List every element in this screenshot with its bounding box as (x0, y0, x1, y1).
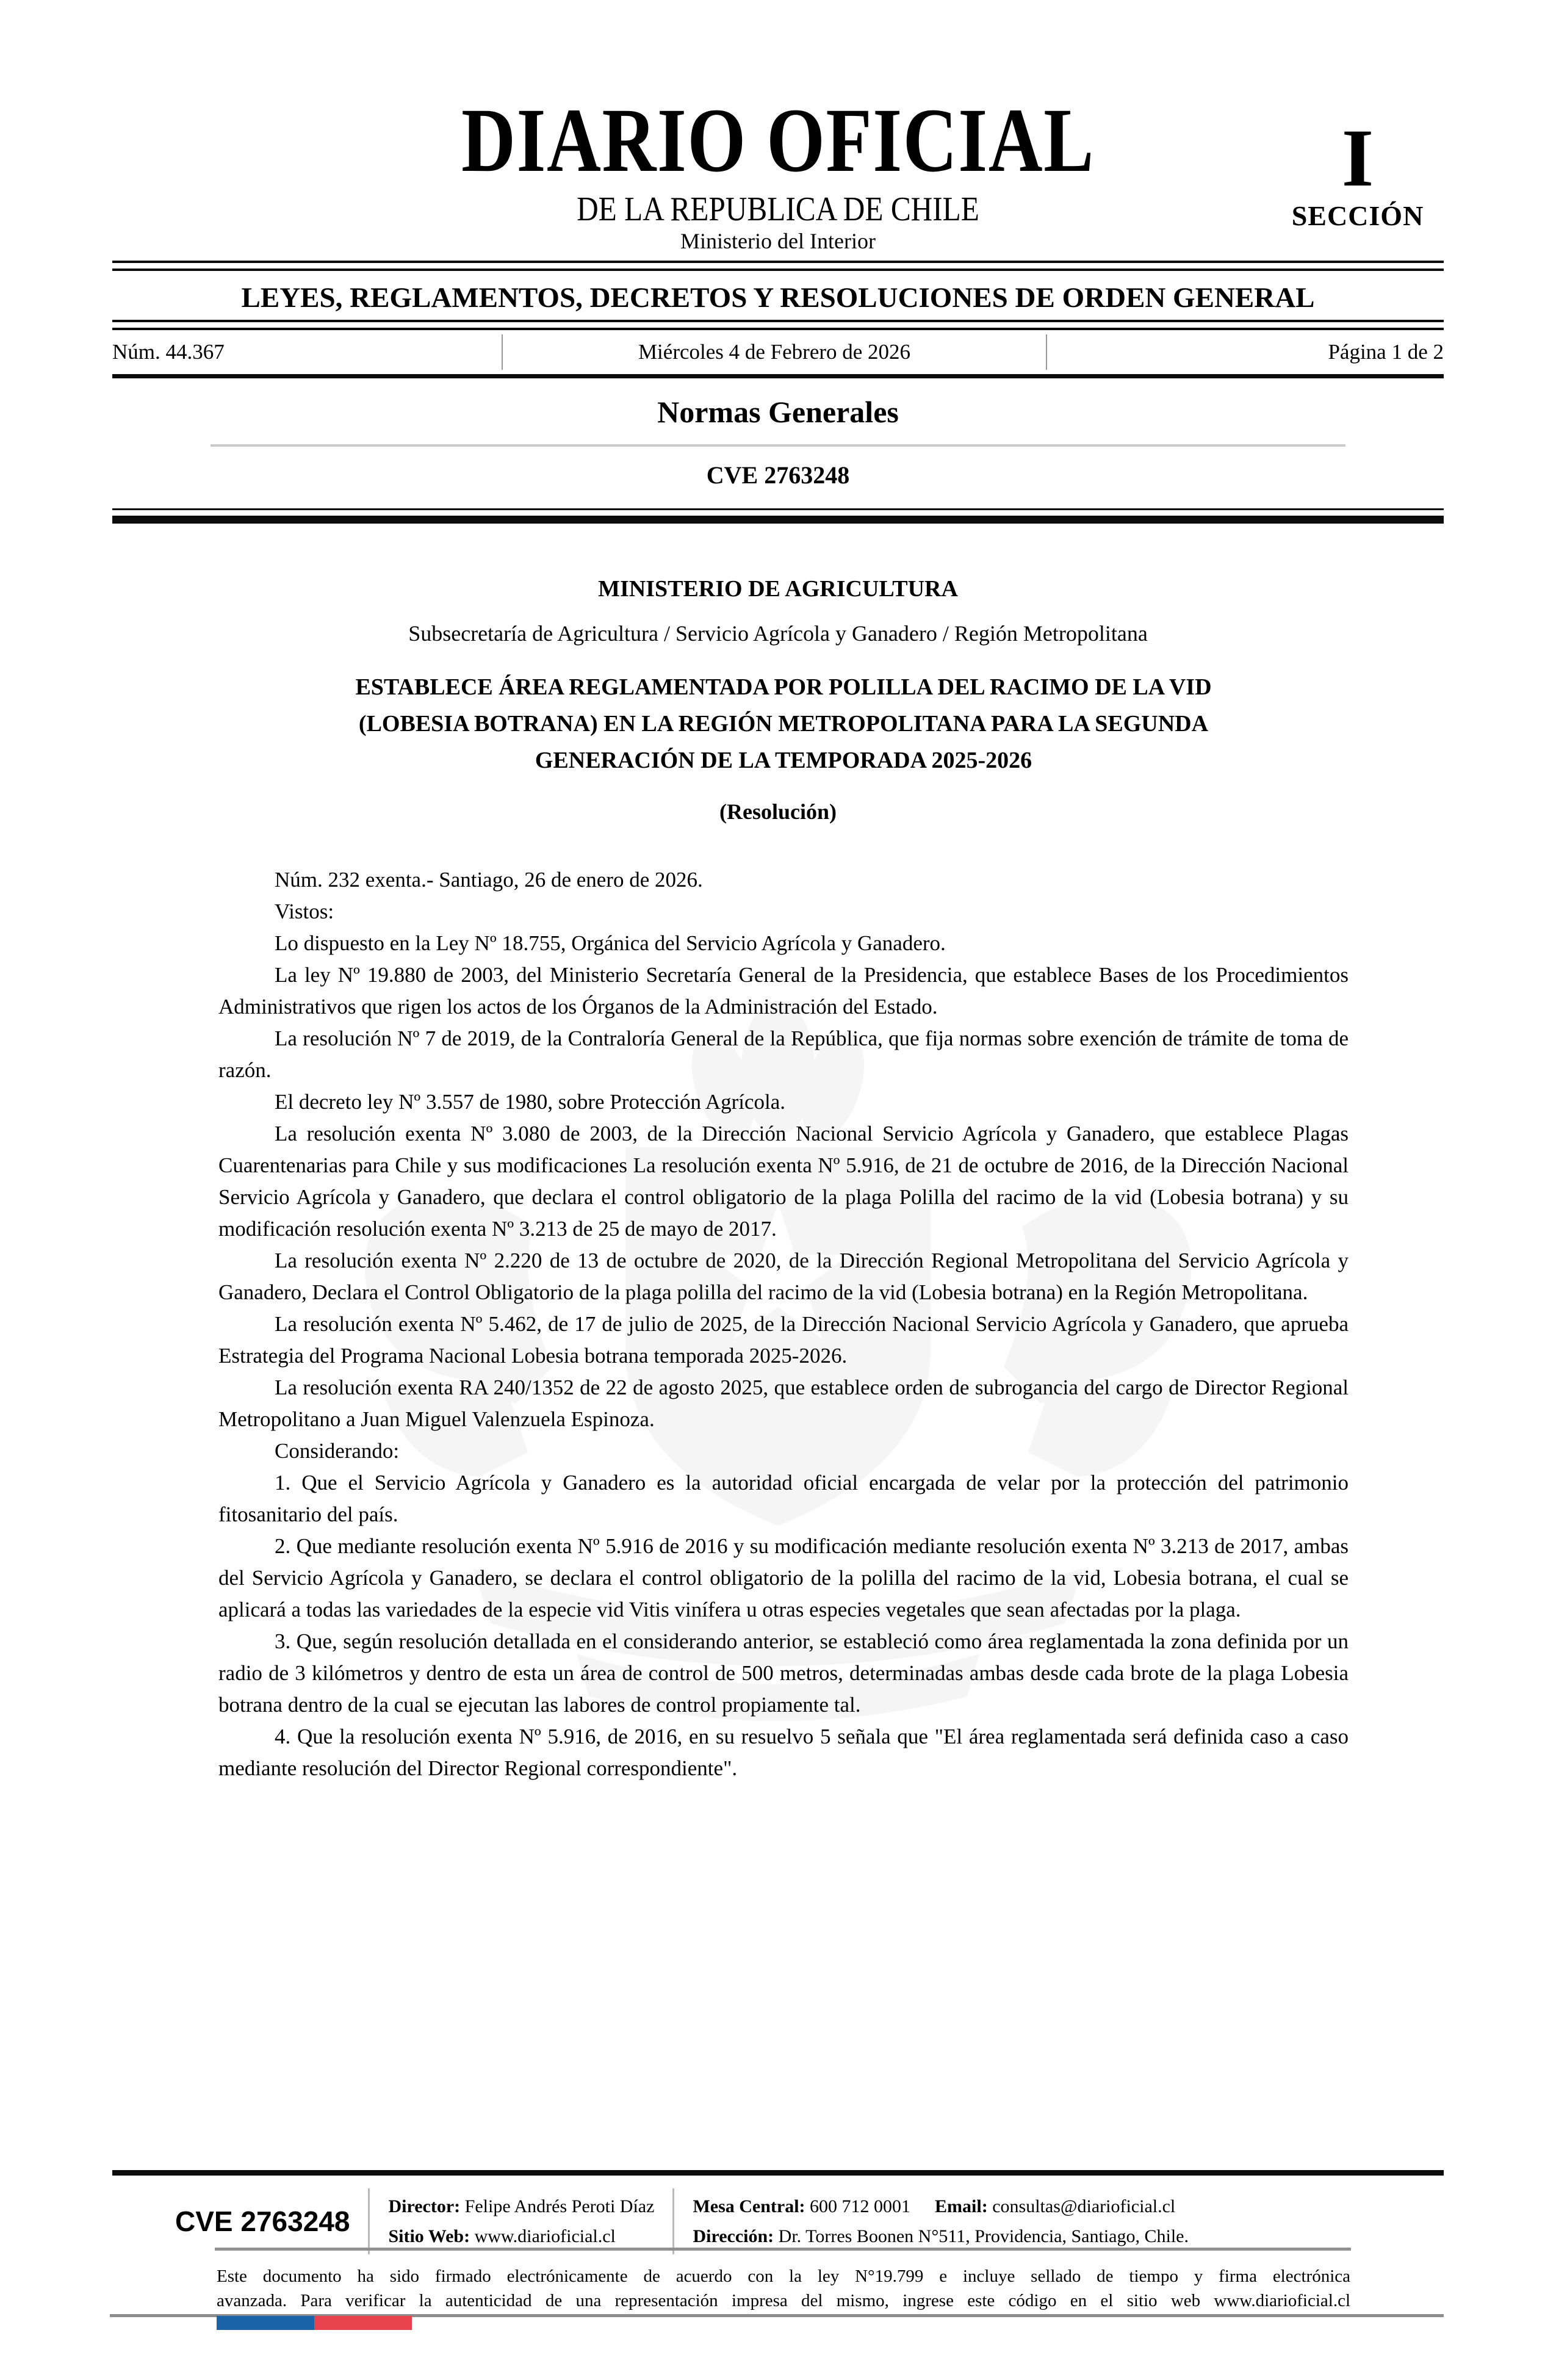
masthead-ministry: Ministerio del Interior (680, 229, 876, 253)
section-box (1278, 113, 1437, 231)
section-numeral: I (1341, 113, 1374, 204)
disclaimer-line: avanzada. Para verificar la autenticidad de una representación impresa del mismo, ingrese este código en el sitio web www.diarioficial.cl (217, 2291, 1350, 2310)
article-title-line: (LOBESIA BOTRANA) EN LA REGIÓN METROPOLITANA PARA LA SEGUNDA (358, 711, 1209, 737)
rule-under-infobar (112, 374, 1444, 378)
footer-top-rule (112, 2170, 1444, 2176)
vistos-paragraph: La resolución Nº 7 de 2019, de la Contraloría General de la República, que fija normas sobre exención de trámite de toma de razón. (218, 1026, 1349, 1082)
considerando-paragraph: 2. Que mediante resolución exenta Nº 5.916 de 2016 y su modificación mediante resolución exenta Nº 3.213 de 2017, ambas del Servicio Agrícola y Ganadero, se declara el control obligatorio de la polilla del racimo de la vid, Lobesia botrana, el cual se aplicará a todas las variedades de la especie vid Vitis vinífera u otras especies vegetales que sean afectadas por la plaga. (218, 1534, 1349, 1621)
footer-director-line (388, 2191, 654, 2221)
article-title (218, 669, 1349, 779)
section-label: SECCIÓN (1291, 200, 1424, 231)
article-title-line: ESTABLECE ÁREA REGLAMENTADA POR POLILLA DEL RACIMO DE LA VID (355, 674, 1212, 700)
sitioweb-label: Sitio Web: (388, 2226, 470, 2246)
footer-info-row (175, 2188, 1189, 2254)
footer-divider-left (368, 2188, 370, 2254)
issue-date: Miércoles 4 de Febrero de 2026 (638, 340, 911, 364)
vistos-paragraph: La resolución exenta RA 240/1352 de 22 de agosto 2025, que establece orden de subrogancia del cargo de Director Regional Metropolitano a Juan Miguel Valenzuela Espinoza. (218, 1376, 1349, 1431)
footer-sitioweb-line (388, 2221, 654, 2251)
footer-address-line (693, 2221, 1189, 2251)
email-value[interactable]: consultas@diarioficial.cl (992, 2196, 1176, 2216)
mesa-central-value: 600 712 0001 (810, 2196, 911, 2216)
case-line: Núm. 232 exenta.- Santiago, 26 de enero de 2026. (275, 868, 703, 892)
gray-divider (211, 444, 1345, 447)
masthead-subtitle: DE LA REPUBLICA DE CHILE (577, 190, 979, 228)
mesa-central-label: Mesa Central: (693, 2196, 805, 2216)
article-body (218, 864, 1349, 1784)
disclaimer-line: Este documento ha sido firmado electrónicamente de acuerdo con la ley N°19.799 e incluye sellado de tiempo y firma electrónica (217, 2266, 1350, 2286)
footer-contact-column (693, 2191, 1189, 2251)
considerando-paragraph: 1. Que el Servicio Agrícola y Ganadero es la autoridad oficial encargada de velar por la protección del patrimonio fitosanitario del país. (218, 1471, 1349, 1526)
issue-number: Núm. 44.367 (112, 340, 225, 364)
considerando-label: Considerando: (275, 1439, 400, 1463)
email-label: Email: (935, 2196, 988, 2216)
article-title-line: GENERACIÓN DE LA TEMPORADA 2025-2026 (535, 748, 1032, 773)
double-rule-top (112, 261, 1444, 271)
footer-middle-gray-rule (215, 2248, 1351, 2251)
director-value: Felipe Andrés Peroti Díaz (464, 2196, 655, 2216)
article-subheading: Subsecretaría de Agricultura / Servicio Agrícola y Ganadero / Región Metropolitana (408, 621, 1148, 646)
footer-contact-line (693, 2191, 1189, 2221)
cve-heading: CVE 2763248 (706, 461, 850, 489)
considerando-paragraph: 4. Que la resolución exenta Nº 5.916, de 2016, en su resuelvo 5 señala que "El área reglamentada será definida caso a caso mediante resolución del Director Regional correspondiente". (218, 1725, 1349, 1780)
footer-director-column (388, 2191, 654, 2251)
footer-divider-right (672, 2188, 674, 2254)
resolution-label: (Resolución) (719, 799, 837, 824)
flag-red-block (314, 2316, 412, 2330)
ministry-heading: MINISTERIO DE AGRICULTURA (598, 576, 958, 602)
masthead-title: DIARIO OFICIAL (461, 90, 1095, 191)
vistos-paragraph: La resolución exenta Nº 2.220 de 13 de octubre de 2020, de la Dirección Regional Metropolitana del Servicio Agrícola y Ganadero, Declara el Control Obligatorio de la plaga polilla del racimo de la vid (Lobesia botrana) en la Región Metropolitana. (218, 1249, 1349, 1304)
direccion-label: Dirección: (693, 2226, 774, 2246)
flag-blue-block (217, 2316, 314, 2330)
vistos-paragraph: Lo dispuesto en la Ley Nº 18.755, Orgánica del Servicio Agrícola y Ganadero. (275, 931, 946, 955)
footer-disclaimer (217, 2264, 1350, 2313)
chile-flag-mark (217, 2316, 412, 2330)
thick-rule (112, 516, 1444, 524)
considerando-paragraph: 3. Que, según resolución detallada en el considerando anterior, se estableció como área reglamentada la zona definida por un radio de 3 kilómetros y dentro de esta un área de control de 500 metros, determinadas ambas desde cada brote de la plaga Lobesia botrana dentro de la cual se ejecutan las labores de control propiamente tal. (218, 1629, 1349, 1717)
director-label: Director: (388, 2196, 461, 2216)
vistos-paragraph: La resolución exenta Nº 5.462, de 17 de julio de 2025, de la Dirección Nacional Servicio Agrícola y Ganadero, que aprueba Estrategia del Programa Nacional Lobesia botrana temporada 2025-2026. (218, 1312, 1349, 1368)
vistos-paragraph: La resolución exenta Nº 3.080 de 2003, de la Dirección Nacional Servicio Agrícola y Ganadero, que establece Plagas Cuarentenarias para Chile y sus modificaciones La resolución exenta Nº 5.916, de 21 de octubre de 2016, de la Dirección Nacional Servicio Agrícola y Ganadero, que declara el control obligatorio de la plaga Polilla del racimo de la vid (Lobesia botrana) y su modificación resolución exenta Nº 3.213 de 25 de mayo de 2017. (218, 1122, 1349, 1241)
banner-heading: LEYES, REGLAMENTOS, DECRETOS Y RESOLUCIONES DE ORDEN GENERAL (241, 282, 1315, 314)
thin-rule (112, 508, 1444, 510)
page-indicator: Página 1 de 2 (1328, 340, 1444, 364)
footer-cve: CVE 2763248 (175, 2205, 350, 2237)
double-rule-under-banner (112, 320, 1444, 330)
vistos-paragraph: El decreto ley Nº 3.557 de 1980, sobre Protección Agrícola. (275, 1090, 786, 1114)
sitioweb-value[interactable]: www.diarioficial.cl (474, 2226, 616, 2246)
vistos-label: Vistos: (275, 900, 334, 923)
vistos-paragraph: La ley Nº 19.880 de 2003, del Ministerio Secretaría General de la Presidencia, que establece Bases de los Procedimientos Administrativos que rigen los actos de los Órganos de la Administración del Estado. (218, 963, 1349, 1019)
issue-info-bar (112, 330, 1444, 374)
normas-generales-heading: Normas Generales (657, 395, 899, 429)
direccion-value: Dr. Torres Boonen N°511, Providencia, Santiago, Chile. (778, 2226, 1189, 2246)
